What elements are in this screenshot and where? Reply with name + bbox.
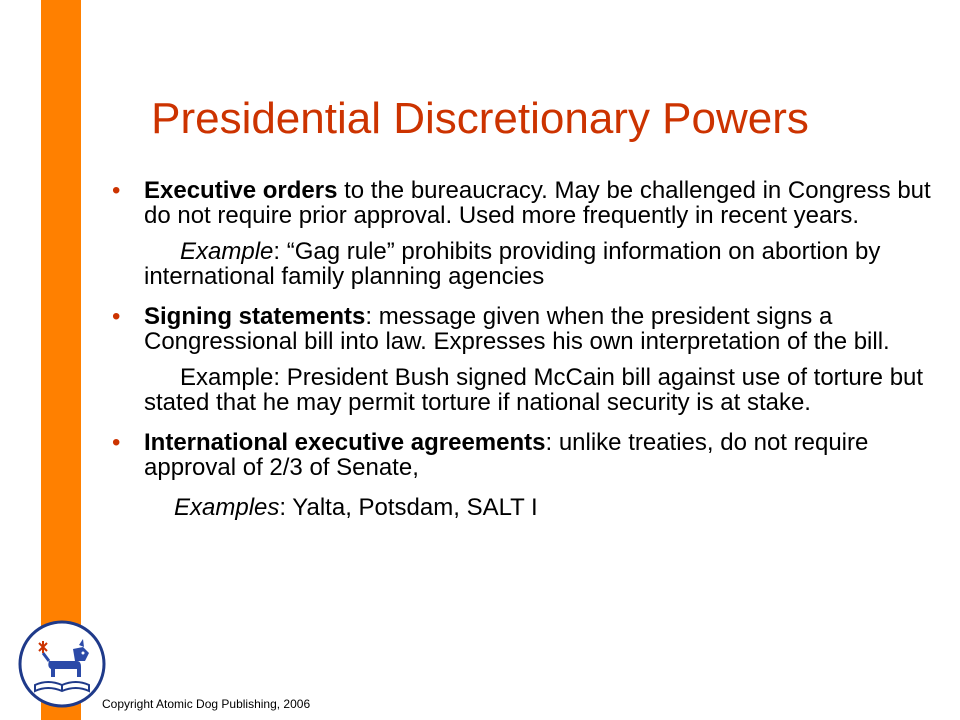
- bullet-glyph: •: [112, 303, 121, 330]
- example-text: : Yalta, Potsdam, SALT I: [279, 494, 538, 521]
- example-signing-statements: [112, 365, 932, 415]
- example-label: Examples: [174, 494, 280, 521]
- example-label: Example: [180, 238, 274, 265]
- bullet-glyph: •: [112, 177, 121, 204]
- bullet-executive-orders: [112, 178, 932, 228]
- bullet-text: : unlike treaties, do not require approval of 2/3 of Senate,: [144, 429, 869, 481]
- copyright-text: Copyright Atomic Dog Publishing, 2006: [102, 697, 311, 711]
- atomic-dog-logo-icon: [17, 619, 107, 709]
- example-label: Example: [180, 364, 274, 391]
- bullet-term: International executive agreements: [144, 429, 546, 456]
- bullet-international-agreements: [112, 430, 932, 480]
- bullet-signing-statements: [112, 304, 932, 354]
- example-international-agreements: [112, 495, 932, 520]
- bullet-term: Executive orders: [144, 177, 338, 204]
- example-text: : “Gag rule” prohibits providing information on abortion by international family planning agencies: [144, 238, 881, 290]
- slide-title: Presidential Discretionary Powers: [151, 94, 809, 143]
- bullet-glyph: •: [112, 429, 121, 456]
- bullet-text: to the bureaucracy. May be challenged in Congress but do not require prior approval. Used more frequently in recent years.: [144, 177, 931, 229]
- bullet-list: [112, 178, 932, 520]
- example-executive-orders: [112, 239, 932, 289]
- bullet-text: : message given when the president signs a Congressional bill into law. Expresses his own interpretation of the bill.: [144, 303, 890, 355]
- example-text: : President Bush signed McCain bill against use of torture but stated that he may permit torture if national security is at stake.: [144, 364, 924, 416]
- bullet-term: Signing statements: [144, 303, 366, 330]
